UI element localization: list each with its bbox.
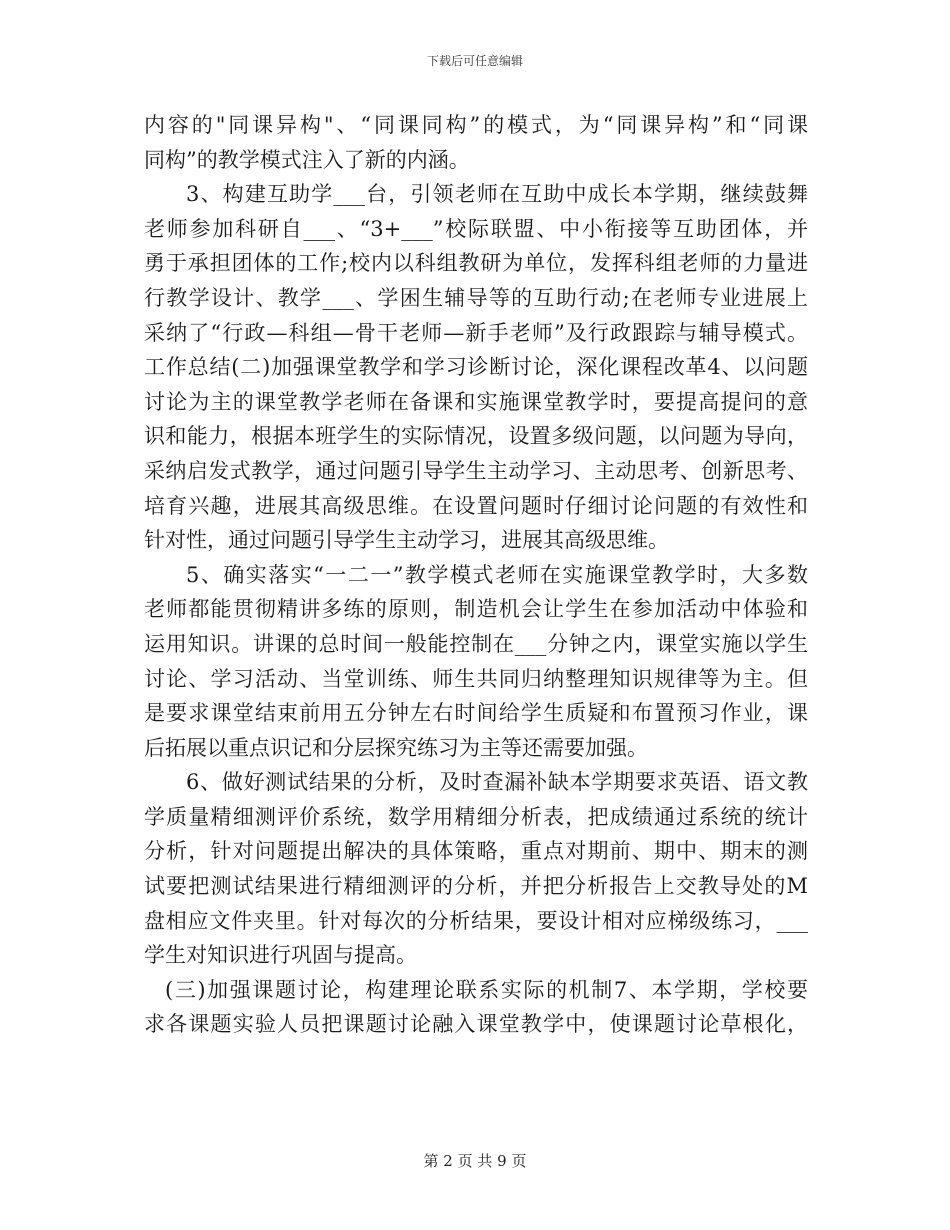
text-line: 勇于承担团体的工作;校内以科组教研为单位，发挥科组老师的力量进 — [144, 251, 808, 276]
text-line: 培育兴趣，进展其高级思维。在设置问题时仔细讨论问题的有效性和 — [144, 493, 808, 518]
document-body — [144, 108, 808, 1042]
text-line: 3、构建互助学___台，引领老师在互助中成长本学期，继续鼓舞 — [186, 182, 808, 207]
text-line: 盘相应文件夹里。针对每次的分析结果，要设计相对应梯级练习，___ — [144, 908, 808, 933]
text-line: 学生对知识进行巩固与提高。 — [144, 943, 417, 968]
page-number-footer: 第 2 页 共 9 页 — [423, 1152, 527, 1170]
text-line: 5、确实落实“一二一”教学模式老师在实施课堂教学时，大多数 — [186, 562, 808, 587]
text-line: 内容的"同课异构"、“同课同构”的模式，为“同课异构”和“同课 — [144, 113, 808, 137]
text-line: 采纳了“行政—科组—骨干老师—新手老师”及行政跟踪与辅导模式。 — [144, 320, 808, 345]
text-line: 采纳启发式教学，通过问题引导学生主动学习、主动思考、创新思考、 — [144, 458, 808, 483]
text-line: 学质量精细测评价系统，数学用精细分析表，把成绩通过系统的统计 — [144, 804, 808, 829]
page-header: 下载后可任意编辑 — [426, 54, 523, 68]
text-line: 试要把测试结果进行精细测评的分析，并把分析报告上交教导处的M — [144, 874, 808, 899]
text-line: 识和能力，根据本班学生的实际情况，设置多级问题，以问题为导向， — [144, 424, 808, 449]
text-line: 分析，针对问题提出解决的具体策略，重点对期前、期中、期末的测 — [144, 839, 808, 864]
text-line: 后拓展以重点识记和分层探究练习为主等还需要加强。 — [144, 735, 648, 760]
text-line: 针对性，通过问题引导学生主动学习，进展其高级思维。 — [144, 528, 669, 553]
text-line: (三)加强课题讨论，构建理论联系实际的机制7、本学期，学校要 — [165, 977, 808, 1002]
text-line: 同构”的教学模式注入了新的内涵。 — [144, 147, 470, 172]
text-line: 老师参加科研自___、“3+___”校际联盟、中小衔接等互助团体，并 — [144, 216, 808, 241]
text-line: 运用知识。讲课的总时间一般能控制在___分钟之内，课堂实施以学生 — [144, 631, 808, 656]
text-line: 6、做好测试结果的分析，及时查漏补缺本学期要求英语、语文教 — [186, 770, 808, 795]
text-line: 讨论为主的课堂教学老师在备课和实施课堂教学时，要提高提问的意 — [144, 389, 808, 414]
text-line: 行教学设计、教学___、学困生辅导等的互助行动;在老师专业进展上 — [144, 285, 808, 310]
text-line: 老师都能贯彻精讲多练的原则，制造机会让学生在参加活动中体验和 — [144, 597, 808, 622]
text-line: 讨论、学习活动、当堂训练、师生共同归纳整理知识规律等为主。但 — [144, 666, 808, 691]
text-line: 是要求课堂结束前用五分钟左右时间给学生质疑和布置预习作业，课 — [144, 701, 808, 726]
text-line: 工作总结(二)加强课堂教学和学习诊断讨论，深化课程改革4、以问题 — [144, 355, 808, 380]
text-line: 求各课题实验人员把课题讨论融入课堂教学中，使课题讨论草根化， — [144, 1012, 808, 1037]
